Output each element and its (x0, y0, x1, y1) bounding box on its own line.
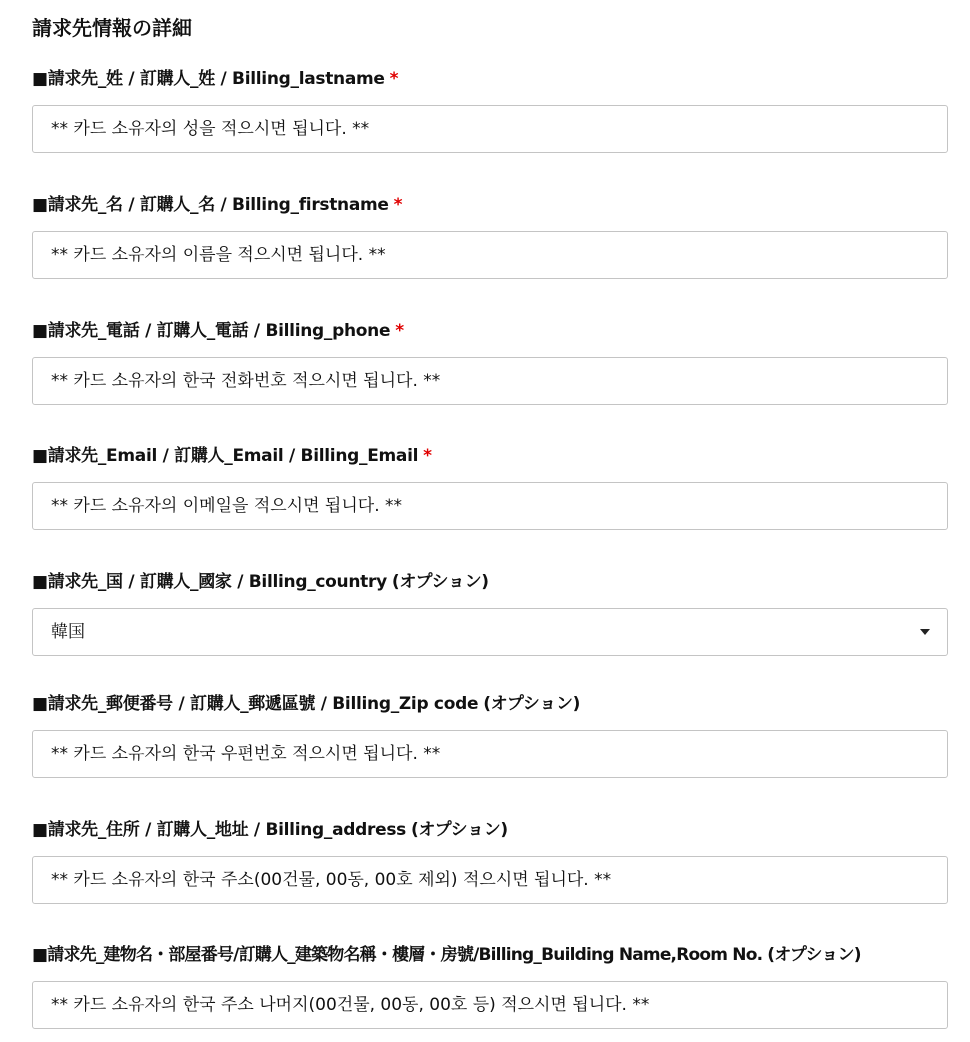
field-label-phone (32, 319, 948, 343)
field-label-zip (32, 692, 948, 716)
field-label-country (32, 570, 948, 594)
billing-zip-input[interactable] (32, 730, 948, 778)
field-label-email (32, 444, 948, 468)
field-billing-country (32, 570, 948, 642)
section-title: 請求先情報の詳細 (32, 16, 192, 40)
label-text: ■請求先_Email / 訂購人_Email / Billing_Email (32, 446, 419, 466)
optional-text: (オプション) (483, 694, 581, 714)
field-label-lastname (32, 67, 948, 91)
field-billing-address (32, 818, 948, 842)
billing-building-input[interactable] (32, 981, 948, 1029)
label-text: ■請求先_建物名・部屋番号/訂購人_建築物名稱・樓層・房號/Billing_Building Name,Room No. (32, 945, 763, 965)
billing-phone-input[interactable] (32, 357, 948, 405)
label-text: ■請求先_電話 / 訂購人_電話 / Billing_phone (32, 321, 391, 341)
billing-email-input[interactable] (32, 482, 948, 530)
billing-country-select[interactable] (32, 608, 948, 656)
chevron-down-icon (920, 629, 930, 635)
field-label-building (32, 943, 948, 967)
label-text: ■請求先_郵便番号 / 訂購人_郵遞區號 / Billing_Zip code (32, 694, 479, 714)
field-billing-building (32, 943, 948, 967)
label-text: ■請求先_姓 / 訂購人_姓 / Billing_lastname (32, 69, 385, 89)
billing-address-input[interactable] (32, 856, 948, 904)
label-text: ■請求先_名 / 訂購人_名 / Billing_firstname (32, 195, 389, 215)
field-billing-firstname (32, 193, 948, 217)
select-value: 韓国 (51, 622, 85, 642)
required-mark: * (393, 195, 403, 215)
field-label-address (32, 818, 948, 842)
optional-text: (オプション) (767, 945, 861, 965)
required-mark: * (389, 69, 399, 89)
billing-firstname-input[interactable] (32, 231, 948, 279)
label-text: ■請求先_国 / 訂購人_國家 / Billing_country (32, 572, 387, 592)
required-mark: * (395, 321, 404, 341)
field-label-firstname (32, 193, 948, 217)
field-billing-phone (32, 319, 948, 343)
optional-text: (オプション) (391, 572, 489, 592)
billing-lastname-input[interactable] (32, 105, 948, 153)
required-mark: * (423, 446, 432, 466)
field-billing-zip (32, 692, 948, 716)
optional-text: (オプション) (410, 820, 508, 840)
field-billing-lastname (32, 67, 948, 91)
field-billing-email (32, 444, 948, 468)
label-text: ■請求先_住所 / 訂購人_地址 / Billing_address (32, 820, 406, 840)
